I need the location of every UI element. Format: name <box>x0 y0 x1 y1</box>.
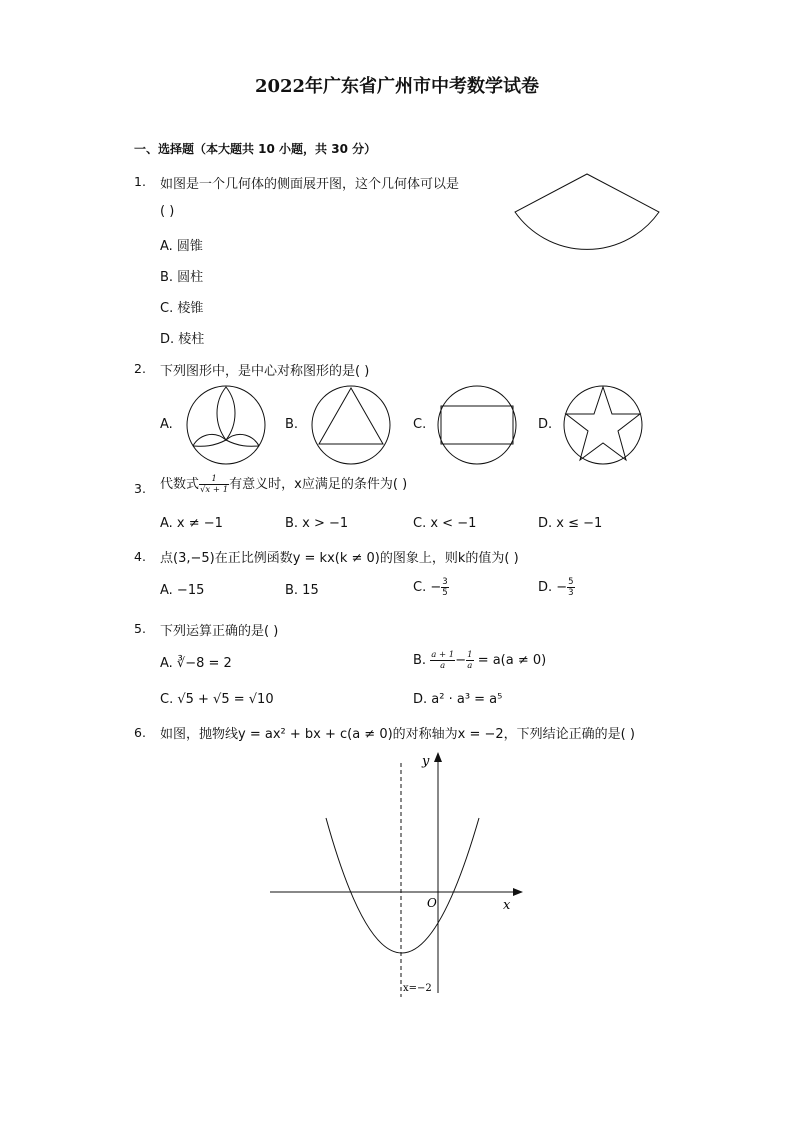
q1-number: 1. <box>134 174 146 189</box>
q4-c-den: 5 <box>442 588 448 598</box>
q5-b-f2-den: a <box>467 661 473 671</box>
q4-number: 4. <box>134 549 146 564</box>
q5-text: 下列运算正确的是( ) <box>160 624 279 639</box>
q5-b-f1-num: a + 1 <box>431 650 455 660</box>
q3-text-pre: 代数式 <box>160 477 200 492</box>
q5-option-b-label: B. <box>413 653 427 668</box>
q5-b-fraction-2 <box>466 650 473 671</box>
q5-b-f2-num: 1 <box>467 650 473 660</box>
q2-text: 下列图形中，是中心对称图形的是( ) <box>160 364 370 379</box>
q1-text: 如图是一个几何体的侧面展开图，这个几何体可以是 <box>160 177 460 192</box>
q6-text: 如图，抛物线y = ax² + bx + c(a ≠ 0)的对称轴为x = −2，下列结论正确的是( ) <box>160 727 635 742</box>
q3-text <box>160 473 407 495</box>
parabola-graph <box>260 745 540 1005</box>
q5-option-b[interactable] <box>413 650 546 671</box>
q5-option-d[interactable]: D. a² · a³ = a⁵ <box>413 692 503 707</box>
q2-number: 2. <box>134 361 146 376</box>
q5-number: 5. <box>134 621 146 636</box>
q4-option-d-label: D. − <box>538 580 568 595</box>
q5-b-tail: = a(a ≠ 0) <box>477 653 547 668</box>
circle-star-figure[interactable] <box>560 384 646 466</box>
q3-option-d[interactable]: D. x ≤ −1 <box>538 516 603 531</box>
q3-number: 3. <box>134 481 146 496</box>
q3-frac-den: √x + 1 <box>200 485 229 495</box>
q4-d-num: 5 <box>568 577 574 587</box>
q3-option-b[interactable]: B. x > −1 <box>285 516 349 531</box>
q5-option-a[interactable]: A. ∛−8 = 2 <box>160 656 232 671</box>
q1-blank: ( ) <box>160 204 175 219</box>
sector-figure <box>505 168 670 266</box>
q3-frac-num: 1 <box>199 474 229 485</box>
q1-option-d[interactable]: D. 棱柱 <box>160 332 205 347</box>
q3-option-a[interactable]: A. x ≠ −1 <box>160 516 223 531</box>
q5-b-fraction-1 <box>430 650 455 671</box>
q2-option-b[interactable]: B. <box>285 417 299 432</box>
q2-option-a[interactable]: A. <box>160 417 173 432</box>
q4-d-den: 3 <box>568 588 574 598</box>
q4-option-a[interactable]: A. −15 <box>160 583 205 598</box>
q2-option-d[interactable]: D. <box>538 417 553 432</box>
q1-option-a[interactable]: A. 圆锥 <box>160 239 203 254</box>
parabola-curve <box>326 818 479 953</box>
q3-text-post: 有意义时，x应满足的条件为( ) <box>229 477 408 492</box>
q4-option-d-fraction <box>567 577 574 598</box>
symmetry-axis-label: x=−2 <box>403 983 432 994</box>
q6-number: 6. <box>134 725 146 740</box>
q5-option-c[interactable]: C. √5 + √5 = √10 <box>160 692 274 707</box>
q1-option-b[interactable]: B. 圆柱 <box>160 270 204 285</box>
q2-option-c[interactable]: C. <box>413 417 427 432</box>
q5-b-minus: − <box>455 653 467 668</box>
q4-option-c-fraction <box>441 577 448 598</box>
x-axis-label: x <box>503 898 511 913</box>
y-axis-label: y <box>422 754 430 769</box>
q3-fraction <box>199 474 229 495</box>
q4-option-b[interactable]: B. 15 <box>285 583 319 598</box>
q5-b-f1-den: a <box>440 661 446 671</box>
page-title: 2022年广东省广州市中考数学试卷 <box>254 76 540 97</box>
q4-option-d[interactable] <box>538 577 575 598</box>
origin-label: O <box>427 896 437 910</box>
q3-option-c[interactable]: C. x < −1 <box>413 516 477 531</box>
section-heading: 一、选择题（本大题共 10 小题，共 30 分） <box>134 142 377 156</box>
q4-option-c-label: C. − <box>413 580 442 595</box>
q4-c-num: 3 <box>442 577 448 587</box>
q4-text: 点(3,−5)在正比例函数y = kx(k ≠ 0)的图象上，则k的值为( ) <box>160 551 519 566</box>
circle-three-petals-figure[interactable] <box>183 384 269 466</box>
circle-rectangle-figure[interactable] <box>434 384 520 466</box>
circle-triangle-figure[interactable] <box>308 384 394 466</box>
q1-option-c[interactable]: C. 棱锥 <box>160 301 204 316</box>
q4-option-c[interactable] <box>413 577 449 598</box>
